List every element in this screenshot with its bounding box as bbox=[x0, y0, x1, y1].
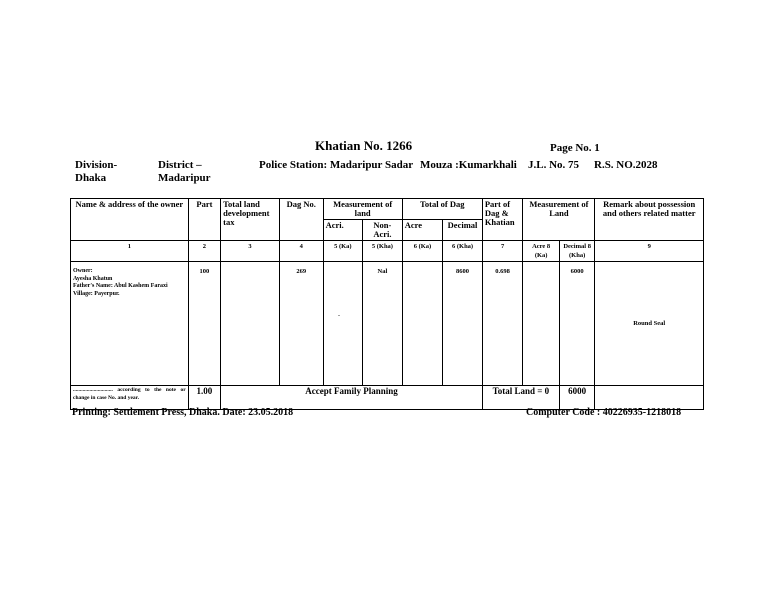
acre-value bbox=[402, 262, 443, 386]
family-planning-slogan: Accept Family Planning bbox=[221, 386, 483, 410]
stray-dot: . bbox=[338, 309, 340, 318]
non-acri-value: Nal bbox=[363, 262, 403, 386]
total-land-value: 6000 bbox=[559, 386, 595, 410]
computer-code: Computer Code : 40226935-1218018 bbox=[526, 407, 682, 418]
page-number: Page No. 1 bbox=[550, 142, 600, 154]
total-land: Total Land = 0 bbox=[482, 386, 559, 410]
table-row bbox=[71, 262, 704, 386]
header-dag: Dag No. bbox=[279, 199, 323, 241]
decimal-value: 8600 bbox=[443, 262, 483, 386]
rs-number: R.S. NO.2028 bbox=[594, 159, 658, 171]
col-number: 5 (Kha) bbox=[363, 241, 403, 262]
village: Village: Payerpur. bbox=[73, 290, 120, 297]
header-non-acri: Non-Acri. bbox=[363, 220, 403, 241]
part-value: 100 bbox=[188, 262, 220, 386]
header-tax: Total land development tax bbox=[221, 199, 280, 241]
district bbox=[158, 159, 211, 185]
header-part-dag: Part of Dag & Khatian bbox=[482, 199, 523, 241]
owner-cell bbox=[71, 262, 189, 386]
decimal-8kha-value: 6000 bbox=[559, 262, 595, 386]
khatian-title: Khatian No. 1266 bbox=[315, 138, 413, 153]
col-number: 1 bbox=[71, 241, 189, 262]
header-acre: Acre bbox=[402, 220, 443, 241]
acri-value bbox=[323, 262, 363, 386]
police-station: Police Station: Madaripur Sadar bbox=[259, 159, 414, 171]
footer-part-total: 1.00 bbox=[188, 386, 220, 410]
owner-label: Owner: bbox=[73, 268, 93, 274]
footer-remark bbox=[595, 386, 704, 410]
header-measurement: Measurement of land bbox=[323, 199, 402, 220]
footer-row bbox=[71, 386, 704, 410]
division-value: Dhaka bbox=[75, 172, 107, 184]
header-measurement-land: Measurement of Land bbox=[523, 199, 595, 241]
col-number: 7 bbox=[482, 241, 523, 262]
mouza: Mouza :Kumarkhali bbox=[420, 159, 517, 171]
header-total-dag: Total of Dag bbox=[402, 199, 482, 220]
col-number: 5 (Ka) bbox=[323, 241, 363, 262]
col-number: 6 (Ka) bbox=[402, 241, 443, 262]
khatian-table bbox=[70, 198, 704, 410]
acre-8ka-value bbox=[523, 262, 560, 386]
father-name: Father's Name: Abul Kashem Faraxi bbox=[73, 283, 168, 289]
division-label: Division- bbox=[75, 159, 118, 171]
division bbox=[75, 159, 117, 185]
col-number: 4 bbox=[279, 241, 323, 262]
printing-info: Printing: Settlement Press, Dhaka. Date: 23.05.2018 bbox=[72, 407, 294, 418]
footer-note: ............................. according to the note or change in case No. and year. bbox=[71, 386, 189, 410]
tax-value bbox=[221, 262, 280, 386]
col-number: Decimal 8 (Kha) bbox=[559, 241, 595, 262]
jl-number: J.L. No. 75 bbox=[528, 159, 580, 171]
district-value: Madaripur bbox=[158, 172, 211, 184]
col-number: 6 (Kha) bbox=[443, 241, 483, 262]
header-decimal: Decimal bbox=[443, 220, 483, 241]
header-part: Part bbox=[188, 199, 220, 241]
header-remark: Remark about possession and others related matter bbox=[595, 199, 704, 241]
col-number: 3 bbox=[221, 241, 280, 262]
col-number: 9 bbox=[595, 241, 704, 262]
col-number: 2 bbox=[188, 241, 220, 262]
owner-name: Ayesha Khatun bbox=[73, 275, 113, 282]
remark-value: Round Seal bbox=[595, 262, 704, 386]
header-name: Name & address of the owner bbox=[71, 199, 189, 241]
col-number: Acre 8 (Ka) bbox=[523, 241, 560, 262]
district-label: District – bbox=[158, 159, 202, 171]
part-dag-value: 0.698 bbox=[482, 262, 523, 386]
dag-number: 269 bbox=[279, 262, 323, 386]
header-acri: Acri. bbox=[323, 220, 363, 241]
